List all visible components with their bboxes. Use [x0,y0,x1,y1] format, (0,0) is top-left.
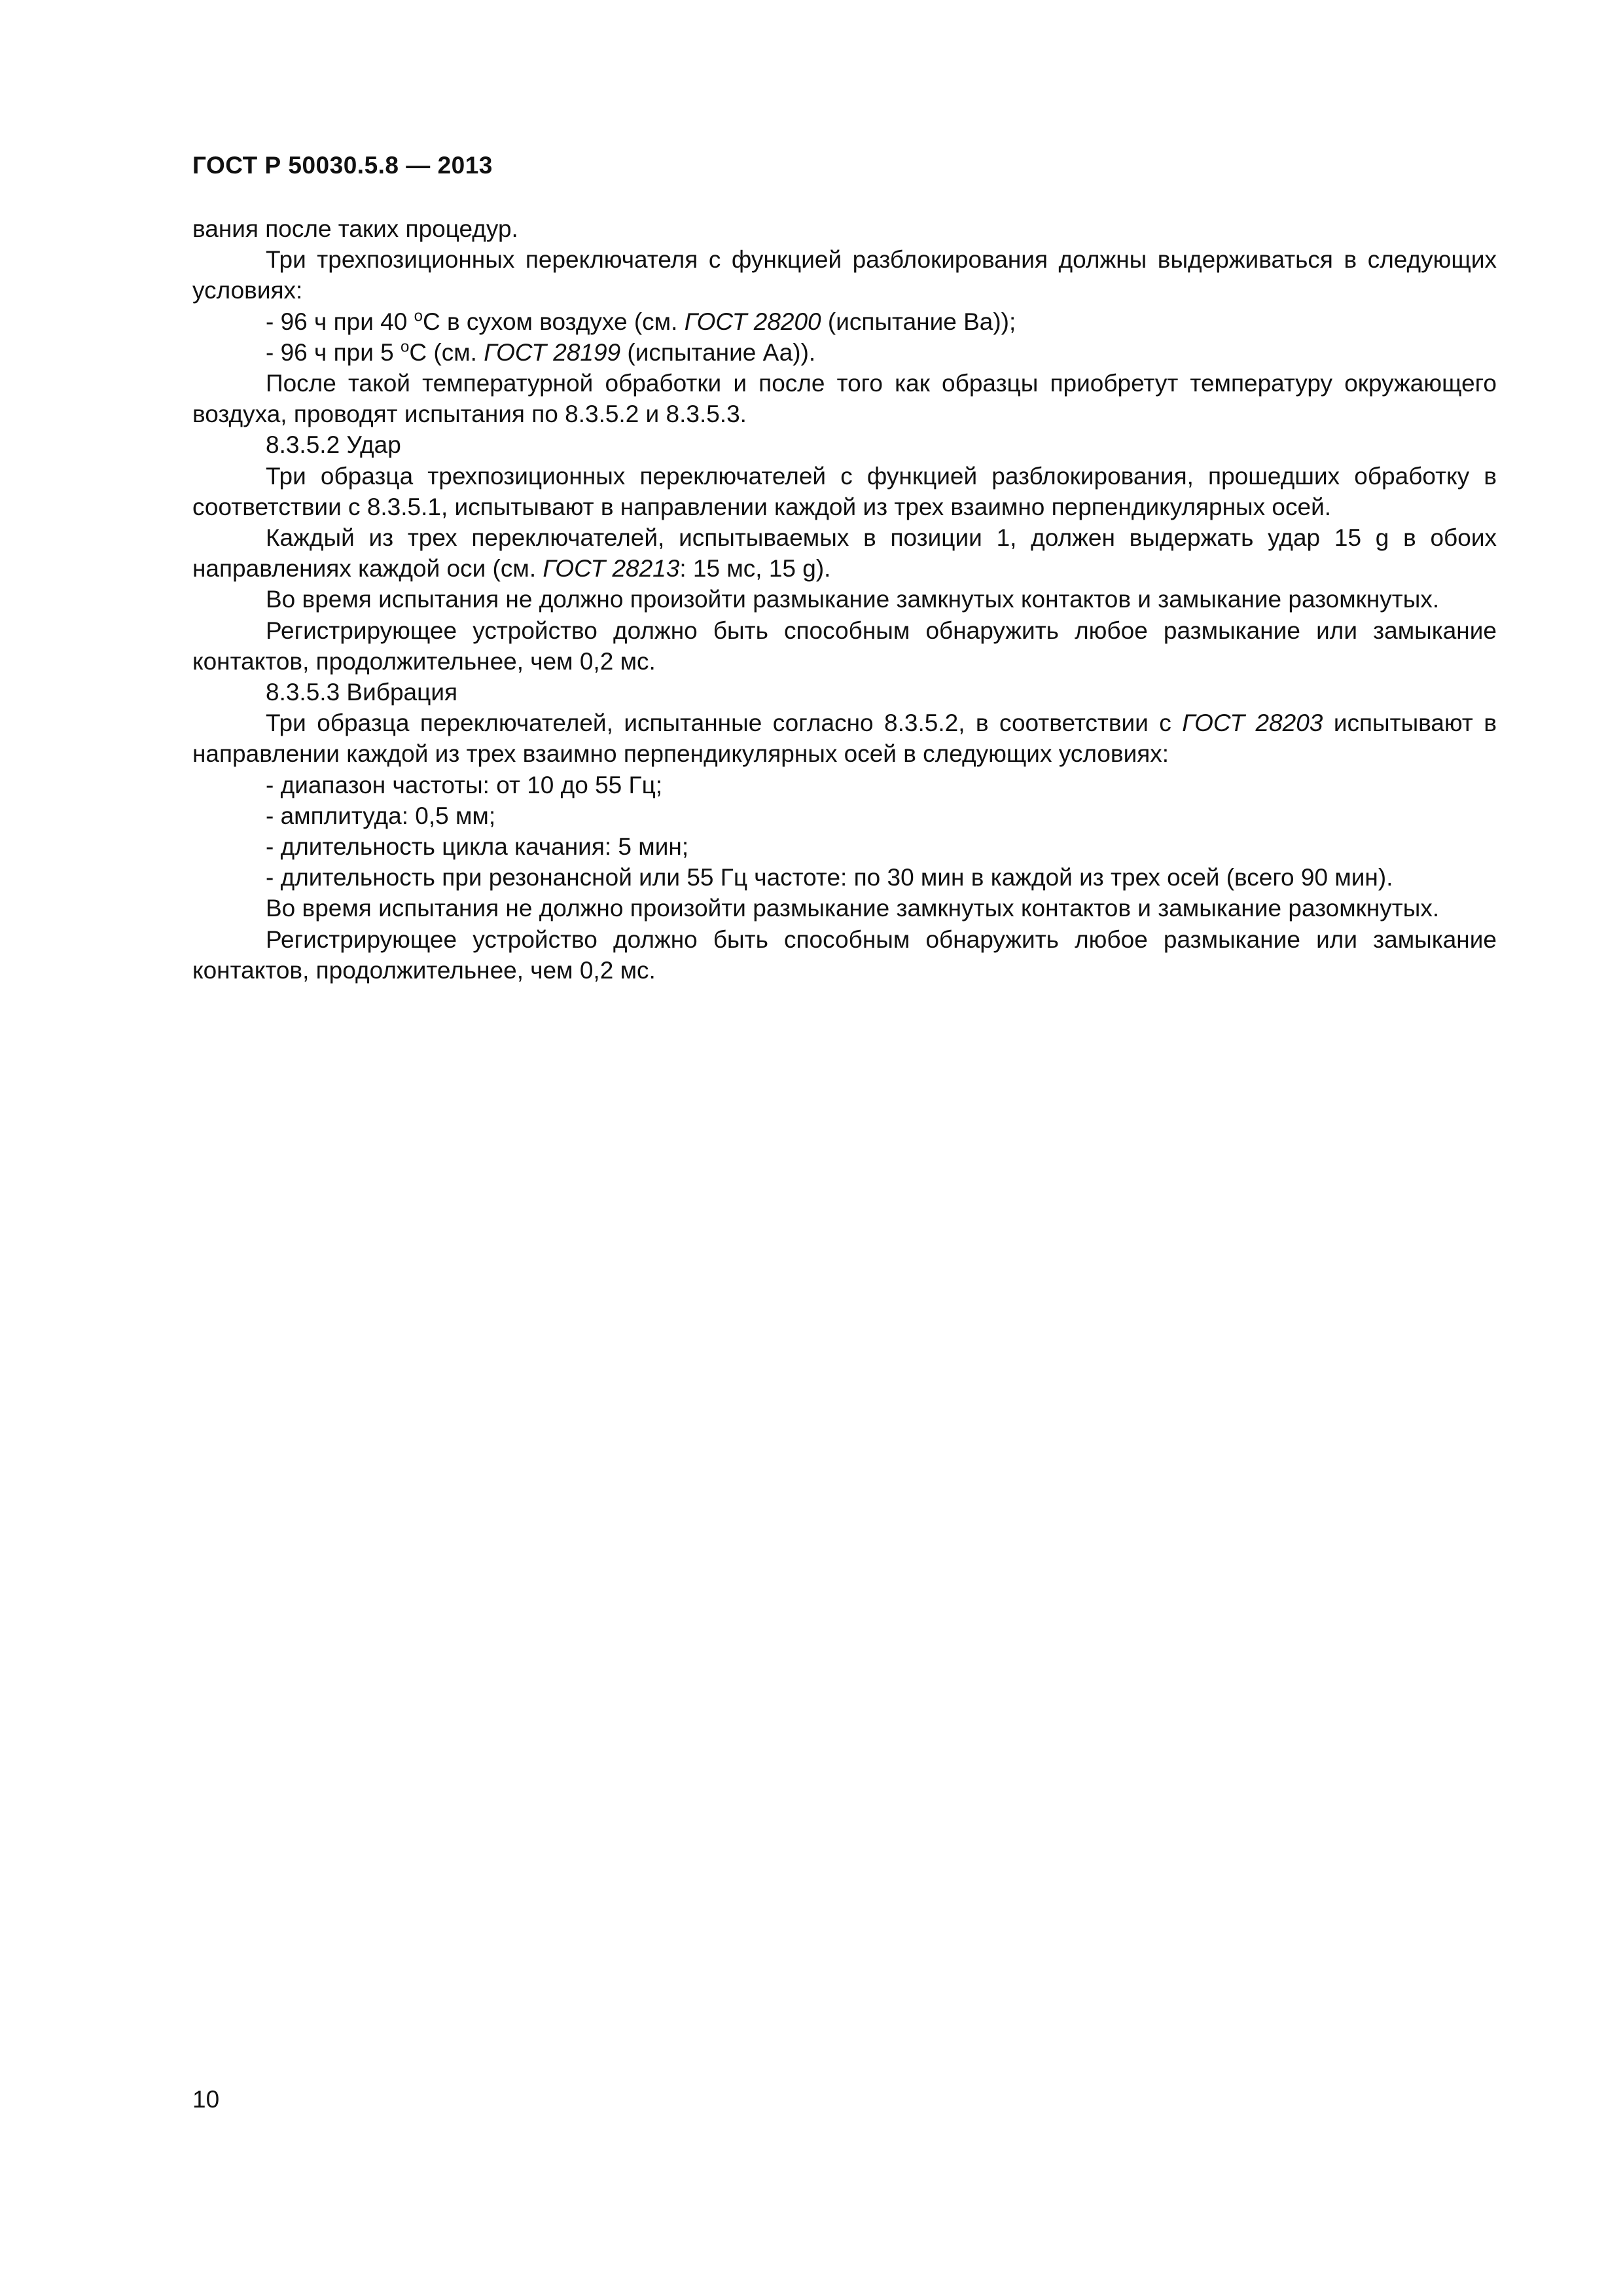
paragraph-shock-samples: Три образца трехпозиционных переключателей с функцией разблокирования, прошедших обработку в соответствии с 8.3.5.1, испытывают в направлении каждой из трех взаимно перпендикулярных осей. [192,462,1497,520]
paragraph-vibration-samples: Три образца переключателей, испытанные согласно 8.3.5.2, в соответствии с ГОСТ 28203 испытывают в направлении каждой из трех взаимно перпендикулярных осей в следующих условиях: [192,709,1497,768]
standard-reference: ГОСТ 28200 [684,308,821,335]
paragraph-vibration-recorder: Регистрирующее устройство должно быть способным обнаружить любое размыкание или замыкание контактов, продолжительнее, чем 0,2 мс. [192,925,1497,984]
document-body [192,213,1497,986]
paragraph-after-treatment: После такой температурной обработки и после того как образцы приобретут температуру окружающего воздуха, проводят испытания по 8.3.5.2 и 8.3.5.3. [192,370,1497,428]
paragraph-shock-requirement: Каждый из трех переключателей, испытываемых в позиции 1, должен выдержать удар 15 g в обоих направлениях каждой оси (см. ГОСТ 28213: 15 мс, 15 g). [192,524,1497,583]
standard-reference: ГОСТ 28199 [484,338,621,366]
condition-cold: - 96 ч при 5 $^о$С (см. ГОСТ 28199 (испытание Аа)). [266,338,816,366]
vibration-frequency-range: - диапазон частоты: от 10 до 55 Гц; [266,771,663,798]
paragraph-shock-contacts: Во время испытания не должно произойти размыкание замкнутых контактов и замыкание разомкнутых. [266,586,1440,613]
standard-reference: ГОСТ 28213 [543,555,680,583]
condition-dry-heat: - 96 ч при 40 $^о$С в сухом воздухе (см. ГОСТ 28200 (испытание Ва)); [266,307,1016,335]
page-number: 10 [192,2086,220,2113]
paragraph-conditions-intro: Три трехпозиционных переключателя с функцией разблокирования должны выдерживаться в следующих условиях: [192,246,1497,304]
paragraph-shock-recorder: Регистрирующее устройство должно быть способным обнаружить любое размыкание или замыкание контактов, продолжительнее, чем 0,2 мс. [192,617,1497,675]
paragraph-vibration-contacts: Во время испытания не должно произойти размыкание замкнутых контактов и замыкание разомкнутых. [266,895,1440,922]
paragraph-continuation: вания после таких процедур. [192,215,518,242]
vibration-amplitude: - амплитуда: 0,5 мм; [266,802,496,829]
vibration-duration: - длительность при резонансной или 55 Гц частоте: по 30 мин в каждой из трех осей (всего 90 мин). [266,864,1393,891]
section-heading-shock: 8.3.5.2 Удар [266,431,401,459]
document-header: ГОСТ Р 50030.5.8 — 2013 [192,152,493,179]
standard-reference: ГОСТ 28203 [1182,709,1323,737]
vibration-sweep-cycle: - длительность цикла качания: 5 мин; [266,833,689,861]
section-heading-vibration: 8.3.5.3 Вибрация [266,679,458,706]
